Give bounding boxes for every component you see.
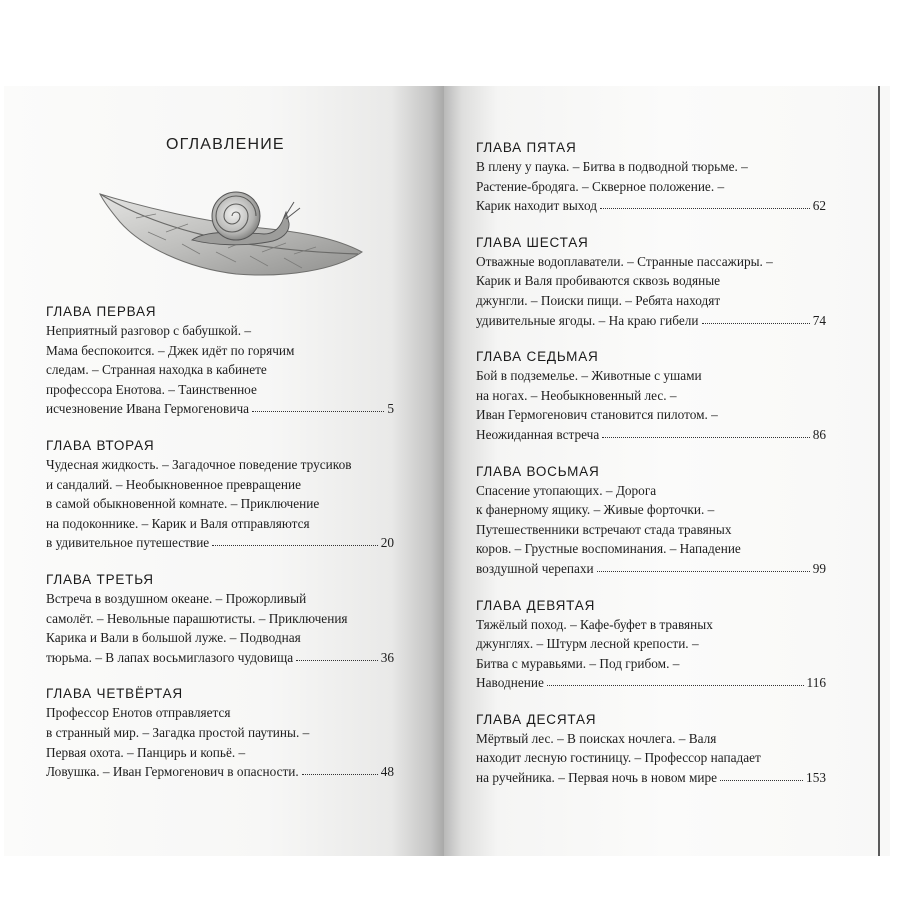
toc-entry-chapter-10[interactable] bbox=[476, 710, 826, 788]
dot-leader bbox=[296, 647, 378, 661]
chapter-summary-line: Растение-бродяга. – Скверное положение. – bbox=[476, 178, 725, 194]
dot-leader bbox=[720, 767, 803, 781]
toc-heading: ОГЛАВЛЕНИЕ bbox=[166, 136, 285, 153]
chapter-summary-line: коров. – Грустные воспоминания. – Нападение bbox=[476, 541, 741, 557]
dot-leader bbox=[212, 532, 377, 546]
chapter-summary-line: Путешественники встречают стада травяных bbox=[476, 521, 732, 537]
chapter-title: ГЛАВА ЧЕТВЁРТАЯ bbox=[46, 686, 183, 702]
chapter-summary-line: тюрьма. – В лапах восьмиглазого чудовища bbox=[46, 649, 294, 665]
page-number: 153 bbox=[806, 770, 826, 786]
chapter-summary-line: Тяжёлый поход. – Кафе-буфет в травяных bbox=[476, 616, 713, 632]
page-edge bbox=[878, 86, 880, 856]
page-number: 48 bbox=[380, 764, 394, 780]
chapter-summary-line: Наводнение bbox=[476, 675, 544, 691]
chapter-summary-line: Профессор Енотов отправляется bbox=[46, 705, 231, 721]
chapter-title: ГЛАВА ПЯТАЯ bbox=[476, 140, 577, 155]
chapter-summary-line: находит лесную гостиницу. – Профессор нападает bbox=[476, 750, 761, 766]
chapter-summary-line: на ногах. – Необыкновенный лес. – bbox=[476, 387, 677, 403]
dot-leader bbox=[602, 424, 809, 438]
chapter-summary-line: джунгли. – Поиски пищи. – Ребята находят bbox=[476, 292, 721, 308]
chapter-summary-line: Мама беспокоится. – Джек идёт по горячим bbox=[46, 342, 295, 358]
chapter-last-line bbox=[476, 425, 826, 445]
chapter-summary-line: Мёртвый лес. – В поисках ночлега. – Валя bbox=[476, 730, 717, 746]
chapter-summary-line: Бой в подземелье. – Животные с ушами bbox=[476, 368, 702, 384]
chapter-title: ГЛАВА ВТОРАЯ bbox=[46, 437, 155, 453]
chapter-summary-line: самолёт. – Невольные парашютисты. – Приключения bbox=[46, 610, 348, 626]
chapter-last-line bbox=[476, 196, 826, 216]
chapter-title: ГЛАВА ШЕСТАЯ bbox=[476, 234, 589, 250]
chapter-summary-line: Карика и Вали в большой луже. – Подводная bbox=[46, 630, 301, 646]
chapter-summary-line: Неприятный разговор с бабушкой. – bbox=[46, 323, 252, 338]
chapter-summary-line: в самой обыкновенной комнате. – Приключение bbox=[46, 496, 320, 512]
chapter-summary-line: Иван Гермогенович становится пилотом. – bbox=[476, 407, 718, 423]
toc-entry-chapter-8[interactable] bbox=[476, 462, 826, 579]
chapter-summary-line: Неожиданная встреча bbox=[476, 426, 600, 442]
page-number: 20 bbox=[380, 535, 394, 551]
chapter-summary-line: к фанерному ящику. – Живые форточки. – bbox=[476, 502, 715, 518]
chapter-last-line bbox=[476, 311, 826, 331]
chapter-summary-line: В плену у паука. – Битва в подводной тюрьме. – bbox=[476, 159, 748, 174]
chapter-summary-line: в удивительное путешествие bbox=[46, 535, 210, 551]
toc-entry-chapter-5[interactable] bbox=[476, 138, 826, 216]
page-number: 99 bbox=[812, 560, 826, 576]
chapter-title: ГЛАВА ТРЕТЬЯ bbox=[46, 571, 154, 587]
chapter-summary-line: профессора Енотова. – Таинственное bbox=[46, 381, 257, 397]
chapter-last-line bbox=[46, 399, 394, 419]
page-number: 74 bbox=[812, 312, 826, 328]
chapter-title: ГЛАВА ПЕРВАЯ bbox=[46, 304, 157, 319]
chapter-title: ГЛАВА ДЕСЯТАЯ bbox=[476, 711, 597, 727]
chapter-summary-line: Карик и Валя пробиваются сквозь водяные bbox=[476, 273, 721, 289]
chapter-last-line bbox=[476, 673, 826, 693]
chapter-summary-line: удивительные ягоды. – На краю гибели bbox=[476, 312, 699, 328]
chapter-summary-line: Встреча в воздушном океане. – Прожорливый bbox=[46, 590, 307, 606]
chapter-last-line bbox=[46, 533, 394, 553]
chapter-title: ГЛАВА ДЕВЯТАЯ bbox=[476, 597, 596, 613]
toc-column-right bbox=[476, 138, 826, 805]
chapter-last-line bbox=[476, 768, 826, 788]
chapter-summary-line: следам. – Странная находка в кабинете bbox=[46, 362, 267, 378]
chapter-summary-line: и сандалий. – Необыкновенное превращение bbox=[46, 476, 302, 492]
chapter-summary-line: Ловушка. – Иван Гермогенович в опасности. bbox=[46, 764, 299, 780]
toc-entry-chapter-6[interactable] bbox=[476, 233, 826, 330]
chapter-summary-line: Карик находит выход bbox=[476, 198, 597, 214]
chapter-summary-line: джунглях. – Штурм лесной крепости. – bbox=[476, 636, 699, 652]
page-number: 86 bbox=[812, 426, 826, 442]
chapter-summary-line: Отважные водоплаватели. – Странные пассажиры. – bbox=[476, 253, 773, 269]
chapter-summary-line: Спасение утопающих. – Дорога bbox=[476, 482, 657, 498]
toc-entry-chapter-7[interactable] bbox=[476, 347, 826, 444]
dot-leader bbox=[702, 310, 810, 324]
chapter-summary-line: в странный мир. – Загадка простой паутины. – bbox=[46, 724, 310, 740]
chapter-title: ГЛАВА СЕДЬМАЯ bbox=[476, 349, 599, 365]
toc-entry-chapter-9[interactable] bbox=[476, 596, 826, 693]
book-spread bbox=[4, 86, 890, 856]
chapter-last-line bbox=[46, 648, 394, 668]
toc-column-left bbox=[46, 302, 394, 799]
chapter-summary-line: исчезновение Ивана Гермогеновича bbox=[46, 401, 250, 417]
chapter-last-line bbox=[476, 559, 826, 579]
toc-entry-chapter-4[interactable] bbox=[46, 684, 394, 781]
dot-leader bbox=[302, 761, 378, 775]
dot-leader bbox=[600, 195, 810, 209]
chapter-summary-line: Чудесная жидкость. – Загадочное поведение трусиков bbox=[46, 456, 352, 472]
chapter-summary-line: Битва с муравьями. – Под грибом. – bbox=[476, 655, 680, 671]
chapter-title: ГЛАВА ВОСЬМАЯ bbox=[476, 463, 600, 479]
snail-on-leaf-illustration bbox=[96, 188, 366, 280]
chapter-summary-line: Первая охота. – Панцирь и копьё. – bbox=[46, 744, 246, 760]
page-number: 116 bbox=[806, 675, 826, 691]
chapter-summary-line: воздушной черепахи bbox=[476, 560, 594, 576]
dot-leader bbox=[252, 398, 384, 412]
chapter-summary-line: на ручейника. – Первая ночь в новом мире bbox=[476, 770, 718, 786]
dot-leader bbox=[597, 558, 810, 572]
dot-leader bbox=[547, 672, 804, 686]
page-number: 36 bbox=[380, 649, 394, 665]
chapter-summary-line: на подоконнике. – Карик и Валя отправляются bbox=[46, 515, 310, 531]
page-number: 5 bbox=[387, 401, 394, 417]
toc-entry-chapter-3[interactable] bbox=[46, 570, 394, 667]
page-number: 62 bbox=[812, 198, 826, 214]
toc-entry-chapter-1[interactable] bbox=[46, 302, 394, 419]
chapter-last-line bbox=[46, 762, 394, 782]
toc-entry-chapter-2[interactable] bbox=[46, 436, 394, 553]
